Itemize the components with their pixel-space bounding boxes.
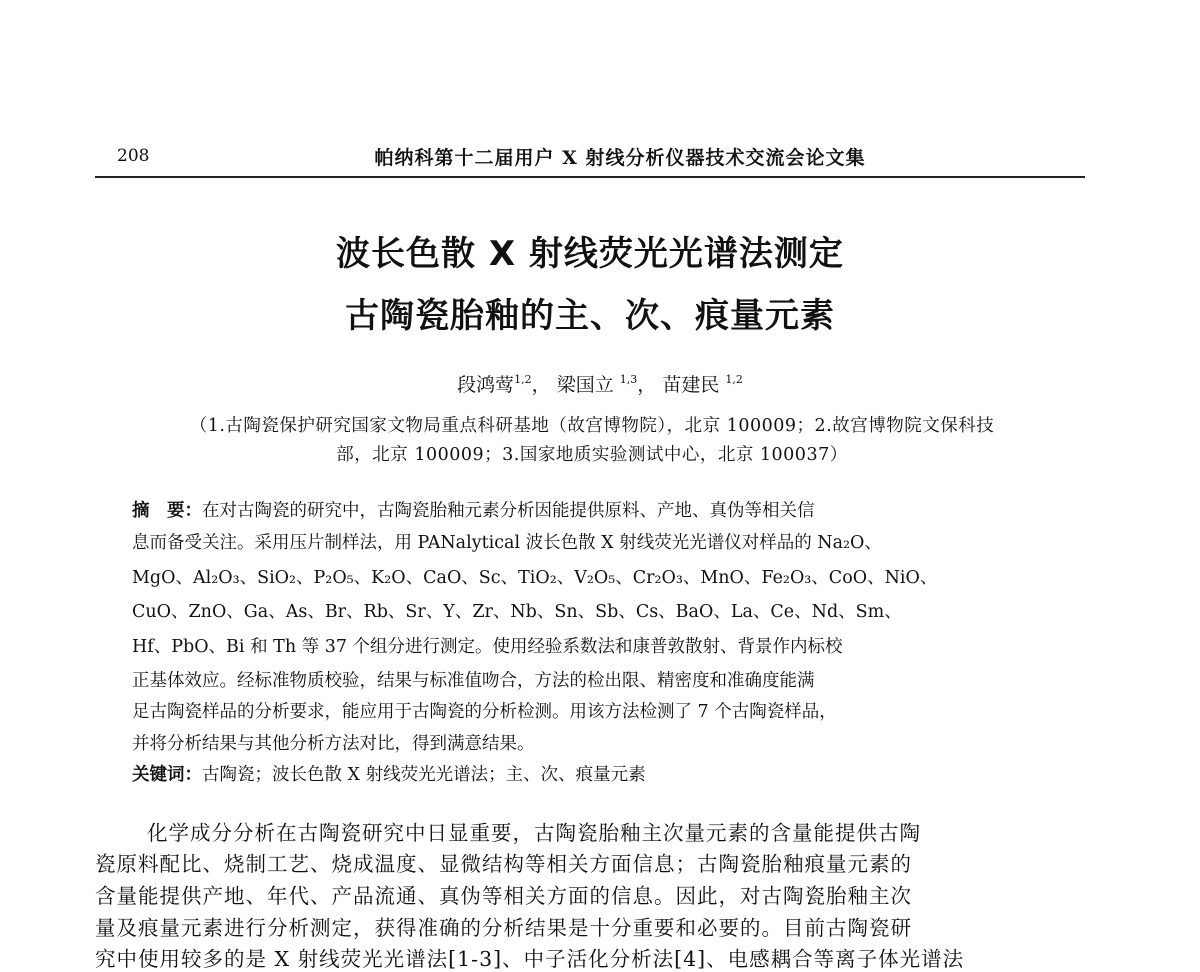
abstract-line: CuO、ZnO、Ga、As、Br、Rb、Sr、Y、Zr、Nb、Sn、Sb、Cs、BaO、La、Ce、Nd、Sm、	[132, 602, 902, 622]
author-name: 梁国立	[556, 374, 614, 396]
abstract-line: 正基体效应。经标准物质校验，结果与标准值吻合，方法的检出限、精密度和准确度能满	[132, 671, 815, 691]
author-list	[300, 370, 900, 397]
page-number: 208	[117, 146, 150, 166]
abstract-text: 在对古陶瓷的研究中，古陶瓷胎釉元素分析因能提供原料、产地、真伪等相关信	[202, 501, 815, 521]
body-paragraph-line: 化学成分分析在古陶瓷研究中日显重要，古陶瓷胎釉主次量元素的含量能提供古陶	[147, 821, 921, 845]
author-name: 段鸿莺	[457, 374, 515, 396]
author-affiliation-mark: 1,3	[619, 373, 638, 386]
paper-title-line-1: 波长色散 X 射线荧光光谱法测定	[336, 234, 844, 274]
affiliation-line: （1.古陶瓷保护研究国家文物局重点科研基地（故宫博物院），北京 100009；2.故宫博物院文保科技	[189, 416, 995, 436]
keywords-label: 关键词：	[132, 765, 202, 785]
header-rule	[95, 176, 1085, 178]
abstract-line: Hf、PbO、Bi 和 Th 等 37 个组分进行测定。使用经验系数法和康普敦散射、背景作内标校	[132, 637, 843, 657]
author-affiliation-mark: 1,2	[514, 373, 532, 386]
author-separator: ，	[531, 374, 551, 396]
body-paragraph-line: 含量能提供产地、年代、产品流通、真伪等相关方面的信息。因此，对古陶瓷胎釉主次	[95, 884, 912, 908]
author-name: 苗建民	[662, 374, 720, 396]
body-paragraph-line: 究中使用较多的是 X 射线荧光光谱法[1-3]、中子活化分析法[4]、电感耦合等离子体光谱法	[95, 947, 965, 971]
body-paragraph-line: 瓷原料配比、烧制工艺、烧成温度、显微结构等相关方面信息；古陶瓷胎釉痕量元素的	[95, 852, 912, 876]
affiliation-line: 部，北京 100009；3.国家地质实验测试中心，北京 100037）	[336, 445, 848, 465]
author-separator: ，	[637, 374, 657, 396]
abstract-line	[132, 497, 1052, 522]
abstract-label: 摘 要：	[132, 501, 202, 521]
abstract-line: 足古陶瓷样品的分析要求，能应用于古陶瓷的分析检测。用该方法检测了 7 个古陶瓷样品，	[132, 702, 837, 722]
body-paragraph-line: 量及痕量元素进行分析测定，获得准确的分析结果是十分重要和必要的。目前古陶瓷研	[95, 916, 912, 940]
running-header: 帕纳科第十二届用户 X 射线分析仪器技术交流会论文集	[374, 147, 866, 169]
paper-title-line-2: 古陶瓷胎釉的主、次、痕量元素	[345, 296, 835, 336]
abstract-line: MgO、Al₂O₃、SiO₂、P₂O₅、K₂O、CaO、Sc、TiO₂、V₂O₅、Cr₂O₃、MnO、Fe₂O₃、CoO、NiO、	[132, 568, 938, 588]
keywords-line	[132, 761, 1052, 786]
author-affiliation-mark: 1,2	[725, 373, 743, 386]
abstract-line: 并将分析结果与其他分析方法对比，得到满意结果。	[132, 734, 535, 754]
keywords-text: 古陶瓷；波长色散 X 射线荧光光谱法；主、次、痕量元素	[202, 765, 646, 785]
abstract-line: 息而备受关注。采用压片制样法，用 PANalytical 波长色散 X 射线荧光光谱仪对样品的 Na₂O、	[132, 533, 882, 553]
